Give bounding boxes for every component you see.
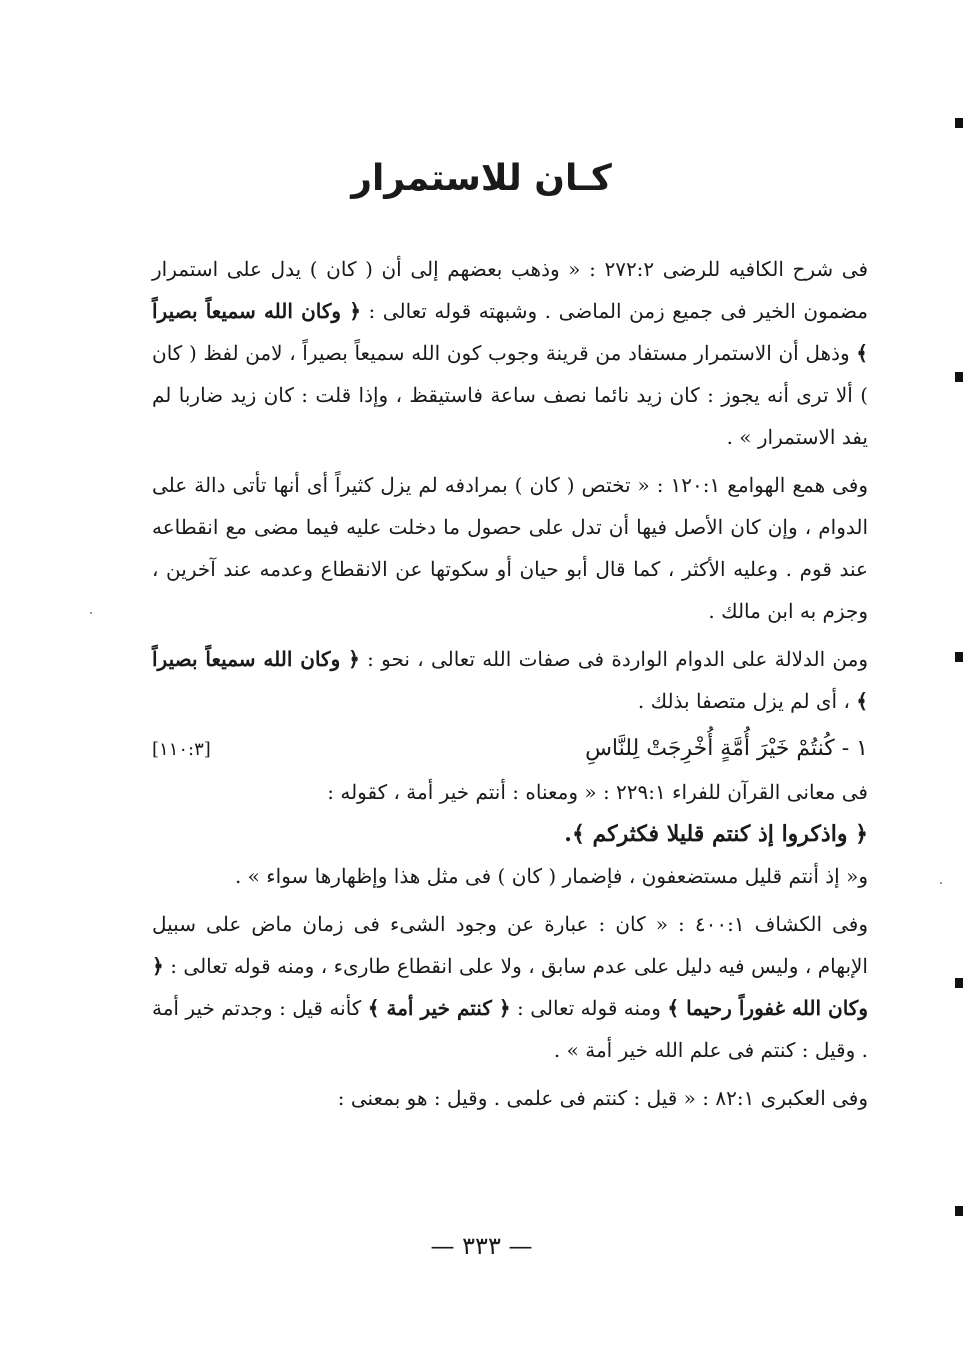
radi-quran-quote: ﴿ وكان الله سميعاً بصيراً ﴾ bbox=[152, 299, 868, 365]
scan-speck bbox=[90, 612, 92, 614]
scan-edge-mark bbox=[955, 118, 963, 128]
farra-block bbox=[152, 771, 868, 897]
dawam-paragraph bbox=[152, 638, 868, 722]
kashshaf-text-2: ومنه قوله تعالى : bbox=[517, 996, 661, 1020]
kashshaf-text-1: وفى الكشاف ٤٠٠:١ : « كان : عبارة عن وجود الشىء فى زمان ماض على سبيل الإبهام ، وليس فيه دليل على عدم سابق ، ولا على انقطاع طارىء ، ومنه قوله تعالى : bbox=[152, 912, 868, 978]
chapter-title: كـان للاستمرار bbox=[351, 158, 612, 199]
kashshaf-text-3: كأنه قيل : وجدتم خير أمة . وقيل : كنتم فى علم الله خير أمة » . bbox=[152, 996, 868, 1062]
verse-line bbox=[152, 728, 868, 771]
verse-text: ١ - كُنتُمْ خَيْرَ أُمَّةٍ أُخْرِجَتْ لِلنَّاسِ bbox=[585, 736, 868, 761]
radi-paragraph bbox=[152, 248, 868, 458]
page-body bbox=[152, 248, 868, 1125]
farra-intro: فى معانى القرآن للفراء ٢٢٩:١ : « ومعناه : أنتم خير أمة ، كقوله : bbox=[327, 780, 868, 804]
scan-edge-mark bbox=[955, 372, 963, 382]
kashshaf-quran-quote-2: ﴿ كنتم خير أمة ﴾ bbox=[367, 996, 511, 1020]
scan-speck bbox=[940, 882, 942, 884]
kashshaf-quran-quote-1: ﴿ وكان الله غفوراً رحيما ﴾ bbox=[152, 954, 868, 1020]
farra-rest: و« إذ أنتم قليل مستضعفون ، فإضمار ( كان ) فى مثل هذا وإظهارها سواء » . bbox=[234, 864, 868, 888]
radi-text-2: وذهل أن الاستمرار مستفاد من قرينة وجوب كون الله سميعاً بصيراً ، لامن لفظ ( كان ) ألا ترى أنه يجوز : كان زيد نائما نصف ساعة فاستيقظ ، وإذا قلت : كان زيد ضاربا لم يفد الاستمرار » . bbox=[152, 341, 868, 449]
ukbari-paragraph bbox=[152, 1077, 868, 1119]
ukbari-text: وفى العكبرى ٨٢:١ : « قيل : كنتم فى علمى . وقيل : هو بمعنى : bbox=[337, 1086, 868, 1110]
page-number: — ٣٣٣ — bbox=[430, 1232, 533, 1260]
radi-text-1: فى شرح الكافيه للرضى ٢٧٢:٢ : « وذهب بعضهم إلى أن ( كان ) يدل على استمرار مضمون الخير فى جميع زمن الماضى . وشبهته قوله تعالى : bbox=[152, 257, 869, 323]
scan-edge-mark bbox=[955, 652, 963, 662]
scan-edge-mark bbox=[955, 1206, 963, 1216]
dawam-text-2: ، أى لم يزل متصفا بذلك . bbox=[637, 689, 850, 713]
dawam-quran-quote: ﴿ وكان الله سميعاً بصيراً ﴾ bbox=[152, 647, 868, 713]
kashshaf-paragraph bbox=[152, 903, 868, 1071]
verse-reference: [١١٠:٣] bbox=[152, 739, 211, 760]
hama-text: وفى همع الهوامع ١٢٠:١ : « تختص ( كان ) بمرادفه لم يزل كثيراً أى أنها تأتى دالة على الدوام ، وإن كان الأصل فيها أن تدل على حصول ما دخلت عليه فيما مضى مع انقطاعه عند قوم . وعليه الأكثر ، كما قال أبو حيان أو سكوتها عن الانقطاع وعدمه عند آخرين ، وجزم به ابن مالك . bbox=[152, 473, 868, 623]
hama-paragraph bbox=[152, 464, 868, 632]
farra-quran-quote: ﴿ واذكروا إذ كنتم قليلا فكثركم ﴾. bbox=[564, 821, 868, 847]
dawam-text-1: ومن الدلالة على الدوام الواردة فى صفات الله تعالى ، نحو : bbox=[367, 647, 868, 671]
scan-edge-mark bbox=[955, 978, 963, 988]
